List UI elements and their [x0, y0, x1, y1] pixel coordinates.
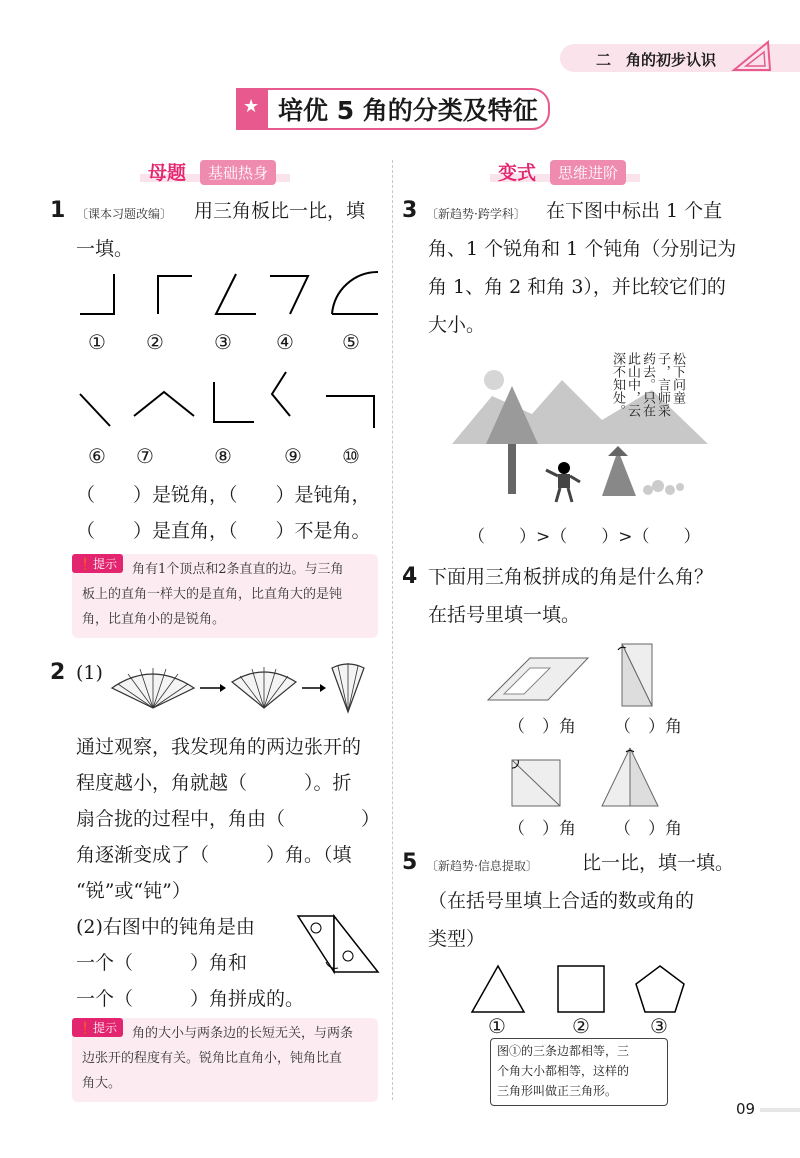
q2-hint-line2: 边张开的程度有关。锐角比直角小，钝角比直 [82, 1051, 343, 1066]
page-number: 09 [736, 1100, 756, 1118]
q1-hint-box [72, 554, 378, 638]
page-number-bar [760, 1108, 800, 1112]
q4-answer-4: （ ）角 [614, 819, 682, 839]
q1-label-5: ⑤ [342, 330, 360, 354]
left-section-main: 母题 [148, 162, 187, 184]
chapter-title: 二 角的初步认识 [596, 51, 717, 69]
q1-tag: 〔课本习题改编〕 [76, 207, 173, 221]
q1-hint-label: ❗提示 [72, 554, 123, 573]
q5-tag: 〔新趋势·信息提取〕 [426, 859, 538, 873]
q3-line1: 在下图中标出 1 个直 [546, 200, 723, 222]
q1-label-10: ⑩ [342, 444, 360, 468]
q1-label-9: ⑨ [284, 444, 302, 468]
q1-line1: 用三角板比一比，填 [194, 200, 366, 222]
q5-line2: （在括号里填上合适的数或角的 [428, 890, 695, 912]
q1-label-2: ② [146, 330, 164, 354]
q1-label-6: ⑥ [88, 444, 106, 468]
q2-line3: 扇合拢的过程中，角由（ ） [76, 808, 381, 830]
q5-note-line2: 个角大小都相等，这样的 [497, 1064, 630, 1078]
q4-line1: 下面用三角板拼成的角是什么角？ [428, 566, 714, 588]
q2-line2: 程度越小，角就越（ ）。折 [76, 772, 352, 794]
q1-number: 1 [50, 198, 66, 223]
q2-hint-label: ❗提示 [72, 1018, 123, 1037]
q2-hint-box [72, 1018, 378, 1102]
q5-line3: 类型） [428, 928, 486, 950]
q2-line4: 角逐渐变成了（ ）角。（填 [76, 844, 352, 866]
q3-tag: 〔新趋势·跨学科〕 [426, 207, 526, 221]
q4-answer-1: （ ）角 [508, 717, 576, 737]
q5-shape-figures [470, 964, 700, 1016]
q1-hint-line1: 角有1个顶点和2条直直的边。与三角 [132, 562, 344, 577]
q3-poem [610, 352, 685, 424]
q3-number: 3 [402, 198, 418, 223]
q3-poem-line3: 只在此山中， [625, 352, 655, 417]
column-divider [392, 160, 393, 1100]
q1-line2: 一填。 [76, 238, 134, 260]
q5-note-line3: 三角形叫做正三角形。 [497, 1084, 618, 1098]
q1-hint-line2: 板上的直角一样大的是直角，比直角大的是钝 [82, 587, 343, 602]
q1-label-4: ④ [276, 330, 294, 354]
page-title: 培优 5 角的分类及特征 [278, 96, 538, 125]
q3-poem-line2: 言师采药去。 [640, 352, 670, 417]
q2-triangle-ruler-figure [296, 912, 382, 976]
left-section-sub: 基础热身 [200, 160, 276, 185]
q4-number: 4 [402, 564, 418, 589]
q1-label-1: ① [88, 330, 106, 354]
triangle-ruler-icon [732, 40, 772, 72]
q5-label-3: ③ [650, 1014, 668, 1038]
q3-line3: 角 1、角 2 和角 3），并比较它们的 [428, 276, 726, 298]
q1-blank1: （ ）是锐角，（ ）是钝角， [76, 484, 371, 506]
right-section-sub: 思维进阶 [550, 160, 626, 185]
q5-note-line1: 图①的三条边都相等，三 [497, 1044, 630, 1058]
q2-hint-line3: 角大。 [82, 1076, 122, 1091]
q2-line5: “锐”或“钝”） [76, 880, 191, 902]
q3-compare: （ ）>（ ）>（ ） [468, 527, 701, 547]
q5-label-2: ② [572, 1014, 590, 1038]
q3-poem-line1: 松下问童子， [655, 352, 685, 404]
q5-note-box [490, 1038, 668, 1106]
q1-label-7: ⑦ [136, 444, 154, 468]
q5-number: 5 [402, 850, 418, 875]
q4-answer-3: （ ）角 [508, 819, 576, 839]
q4-answer-2: （ ）角 [614, 717, 682, 737]
star-icon: ★ [236, 88, 268, 130]
q2-part2-line1: (2)右图中的钝角是由 [76, 916, 255, 938]
right-section-main: 变式 [498, 162, 537, 184]
q2-number: 2 [50, 660, 66, 685]
q3-line2: 角、1 个锐角和 1 个钝角（分别记为 [428, 238, 737, 260]
q5-line1: 比一比，填一填。 [582, 852, 735, 874]
q1-hint-line3: 角，比直角小的是锐角。 [82, 612, 226, 627]
q2-part2-line2: 一个（ ）角和 [76, 952, 248, 974]
q1-label-3: ③ [214, 330, 232, 354]
q1-label-8: ⑧ [214, 444, 232, 468]
q4-line2: 在括号里填一填。 [428, 604, 581, 626]
q2-line1: 通过观察，我发现角的两边张开的 [76, 736, 362, 758]
q2-part1: (1) [76, 662, 103, 684]
q3-line4: 大小。 [428, 314, 486, 336]
q2-fan-figures [108, 660, 378, 720]
q3-poem-line4: 云深不知处。 [610, 352, 640, 417]
q2-hint-line1: 角的大小与两条边的长短无关，与两条 [132, 1026, 354, 1041]
q5-label-1: ① [488, 1014, 506, 1038]
q1-blank2: （ ）是直角，（ ）不是角。 [76, 520, 371, 542]
q2-part2-line3: 一个（ ）角拼成的。 [76, 988, 305, 1010]
